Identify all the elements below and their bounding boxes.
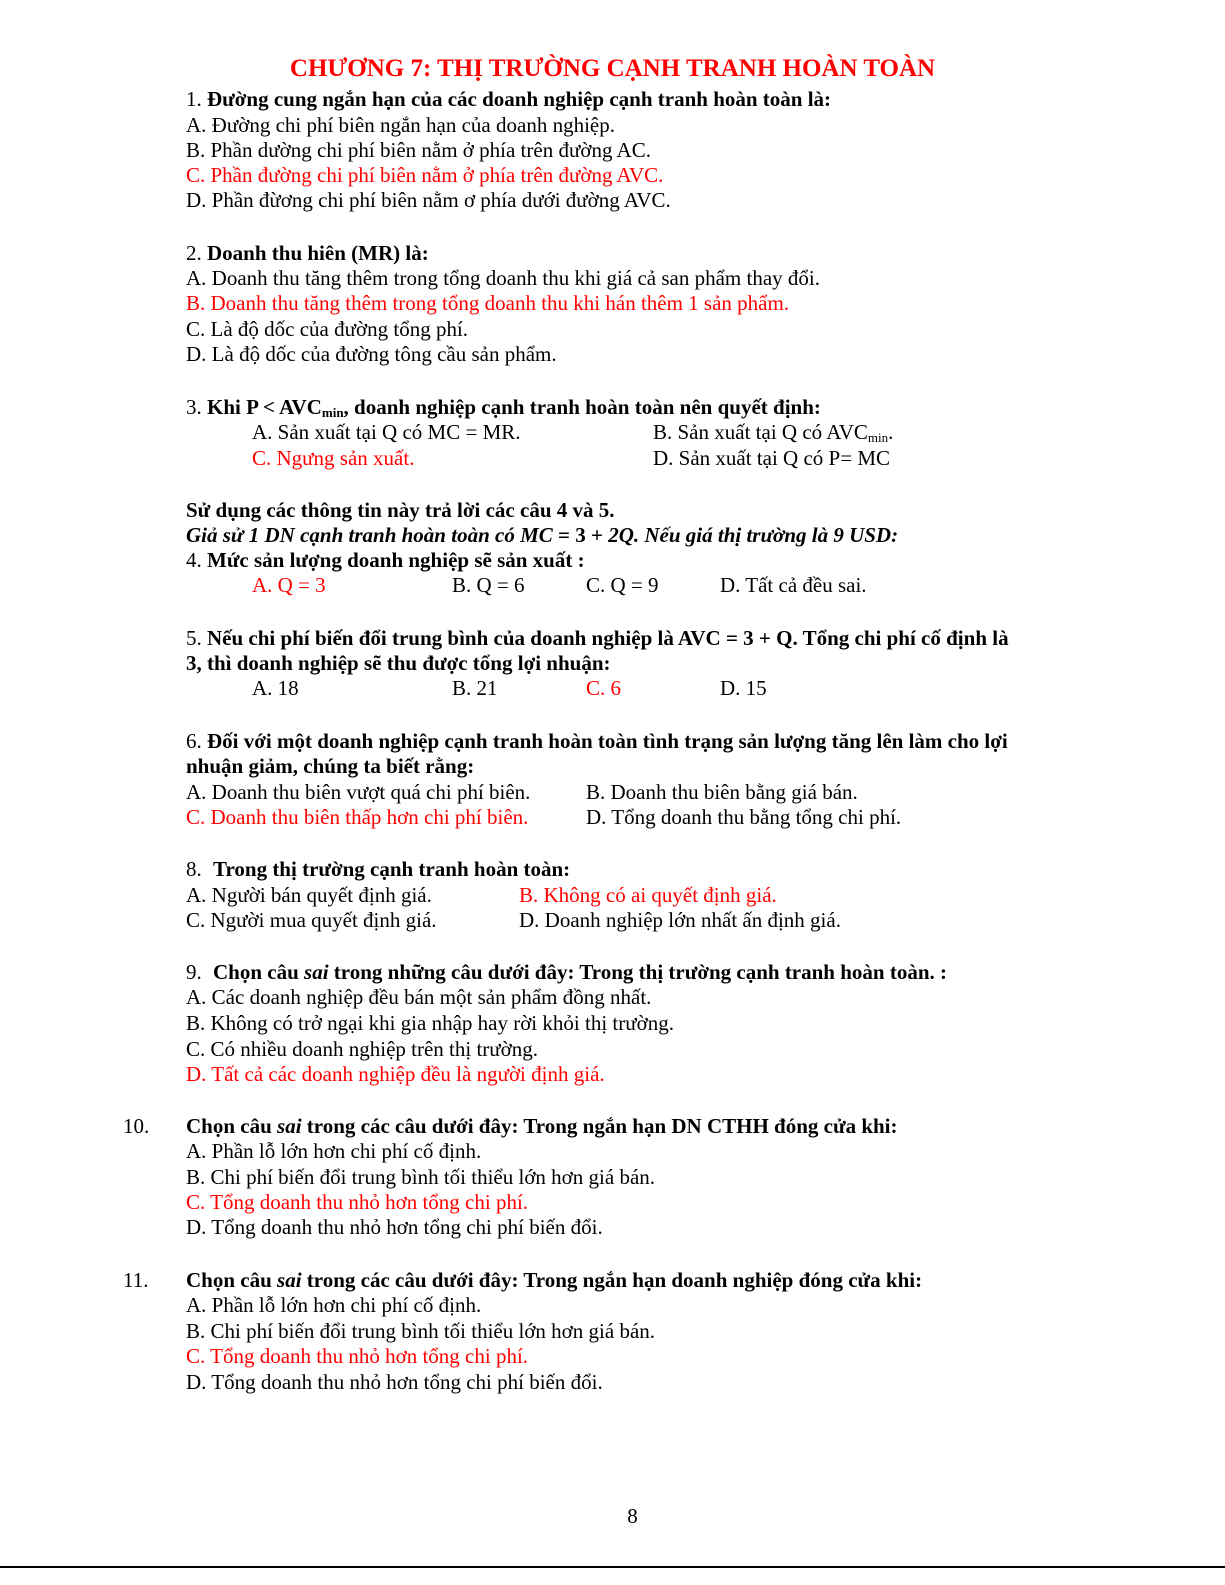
info-heading: Sử dụng các thông tin này trả lời các câu 4 và 5.: [186, 498, 615, 522]
q3-option-c-answer: C. Ngưng sản xuất.: [252, 446, 415, 470]
q1-option-a: A. Đường chi phí biên ngắn hạn của doanh nghiệp.: [186, 113, 615, 137]
q6-option-a: A. Doanh thu biên vượt quá chi phí biên.: [186, 780, 531, 804]
question-number: 6.: [186, 729, 202, 753]
q11-option-c-answer: C. Tổng doanh thu nhỏ hơn tổng chi phí.: [186, 1344, 529, 1368]
question-text: Chọn câu sai trong những câu dưới đây: Trong thị trường cạnh tranh hoàn toàn. :: [213, 960, 948, 984]
question-5-cont: 3, thì doanh nghiệp sẽ thu được tổng lợi nhuận:: [186, 651, 611, 675]
page-number: 8: [627, 1504, 638, 1528]
question-text: Đối với một doanh nghiệp cạnh tranh hoàn toàn tình trạng sản lượng tăng lên làm cho lợi: [207, 729, 1008, 753]
q5-option-a: A. 18: [252, 676, 299, 700]
question-number: 1.: [186, 87, 202, 111]
q10-option-a: A. Phần lỗ lớn hơn chi phí cố định.: [186, 1139, 482, 1163]
question-11-number: 11.: [123, 1268, 149, 1292]
q3-option-d: D. Sản xuất tại Q có P= MC: [653, 446, 890, 470]
q3-option-b: B. Sản xuất tại Q có $AVC_{min}$.: [653, 420, 894, 445]
q8-option-d: D. Doanh nghiệp lớn nhất ấn định giá.: [519, 908, 841, 932]
q3-option-a: A. Sản xuất tại Q có MC = MR.: [252, 420, 521, 444]
q9-option-b: B. Không có trở ngại khi gia nhập hay rời khỏi thị trường.: [186, 1011, 674, 1035]
q4-option-c: C. Q = 9: [586, 573, 659, 597]
question-text: Khi $P < AVC_{min}$, doanh nghiệp cạnh tranh hoàn toàn nên quyết định:: [207, 395, 821, 420]
question-number: 4.: [186, 548, 202, 572]
info-premise: Giả sử 1 DN cạnh tranh hoàn toàn có MC = 3 + 2Q. Nếu giá thị trường là 9 USD:: [186, 523, 899, 547]
q9-option-c: C. Có nhiều doanh nghiệp trên thị trường.: [186, 1037, 539, 1061]
page-bottom-rule: [0, 1566, 1225, 1568]
q1-option-b: B. Phần dường chi phí biên nằm ở phía trên đường AC.: [186, 138, 651, 162]
q10-option-b: B. Chi phí biến đổi trung bình tối thiểu lớn hơn giá bán.: [186, 1165, 656, 1189]
q8-option-c: C. Người mua quyết định giá.: [186, 908, 437, 932]
question-text: Nếu chi phí biến đổi trung bình của doanh nghiệp là AVC = 3 + Q. Tổng chi phí cố định là: [207, 626, 1009, 650]
question-text: Trong thị trường cạnh tranh hoàn toàn:: [213, 857, 571, 881]
question-8: [186, 856, 570, 882]
question-1: [186, 86, 831, 112]
q2-option-a: A. Doanh thu tăng thêm trong tổng doanh thu khi giá cả san phẩm thay đổi.: [186, 266, 820, 290]
q11-option-d: D. Tổng doanh thu nhỏ hơn tổng chi phí biến đổi.: [186, 1370, 603, 1394]
question-number: 5.: [186, 626, 202, 650]
q4-option-b: B. Q = 6: [452, 573, 525, 597]
q1-option-d: D. Phần đừơng chi phí biên nằm ơ phía dưới đường AVC.: [186, 188, 671, 212]
q9-option-a: A. Các doanh nghiệp đều bán một sản phẩm đồng nhất.: [186, 985, 652, 1009]
question-9: [186, 959, 947, 985]
q9-option-d-answer: D. Tất cả các doanh nghiệp đều là người định giá.: [186, 1062, 605, 1086]
question-10-number: 10.: [123, 1114, 150, 1138]
question-5: [186, 625, 1009, 651]
q1-option-c-answer: C. Phần đường chi phí biên nằm ở phía trên đường AVC.: [186, 163, 664, 187]
q8-option-b-answer: B. Không có ai quyết định giá.: [519, 883, 777, 907]
q2-option-d: D. Là độ dốc của đường tông cầu sản phẩm.: [186, 342, 557, 366]
chapter-title: CHƯƠNG 7: THỊ TRƯỜNG CẠNH TRANH HOÀN TOÀN: [289, 55, 936, 82]
question-number: 9.: [186, 960, 202, 984]
question-number: 8.: [186, 857, 202, 881]
q11-option-b: B. Chi phí biến đổi trung bình tối thiểu lớn hơn giá bán.: [186, 1319, 656, 1343]
q10-option-d: D. Tổng doanh thu nhỏ hơn tổng chi phí biến đổi.: [186, 1215, 603, 1239]
question-text: Đường cung ngắn hạn của các doanh nghiệp cạnh tranh hoàn toàn là:: [207, 87, 832, 111]
question-6: [186, 728, 1008, 754]
q4-option-d: D. Tất cả đều sai.: [720, 573, 867, 597]
question-text: Doanh thu hiên (MR) là:: [207, 241, 429, 265]
q6-option-b: B. Doanh thu biên bằng giá bán.: [586, 780, 858, 804]
question-number: 3.: [186, 395, 202, 419]
q2-option-b-answer: B. Doanh thu tăng thêm trong tổng doanh thu khi hán thêm 1 sản phẩm.: [186, 291, 790, 315]
q2-option-c: C. Là độ dốc của đường tổng phí.: [186, 317, 469, 341]
question-4: [186, 547, 585, 573]
question-2: [186, 240, 429, 266]
question-text: Mức sản lượng doanh nghiệp sẽ sản xuất :: [207, 548, 585, 572]
q6-option-d: D. Tổng doanh thu bằng tổng chi phí.: [586, 805, 902, 829]
question-number: 2.: [186, 241, 202, 265]
q5-option-d: D. 15: [720, 676, 767, 700]
q6-option-c-answer: C. Doanh thu biên thấp hơn chi phí biên.: [186, 805, 529, 829]
q5-option-b: B. 21: [452, 676, 498, 700]
q10-option-c-answer: C. Tổng doanh thu nhỏ hơn tổng chi phí.: [186, 1190, 529, 1214]
question-3: [186, 394, 821, 420]
question-11-text: Chọn câu sai trong các câu dưới đây: Trong ngắn hạn doanh nghiệp đóng cửa khi:: [186, 1268, 923, 1292]
q8-option-a: A. Người bán quyết định giá.: [186, 883, 432, 907]
q4-option-a-answer: A. Q = 3: [252, 573, 326, 597]
question-10-text: Chọn câu sai trong các câu dưới đây: Trong ngắn hạn DN CTHH đóng cửa khi:: [186, 1114, 898, 1138]
question-6-cont: nhuận giảm, chúng ta biết rằng:: [186, 754, 475, 778]
q5-option-c-answer: C. 6: [586, 676, 622, 700]
q11-option-a: A. Phần lỗ lớn hơn chi phí cố định.: [186, 1293, 482, 1317]
